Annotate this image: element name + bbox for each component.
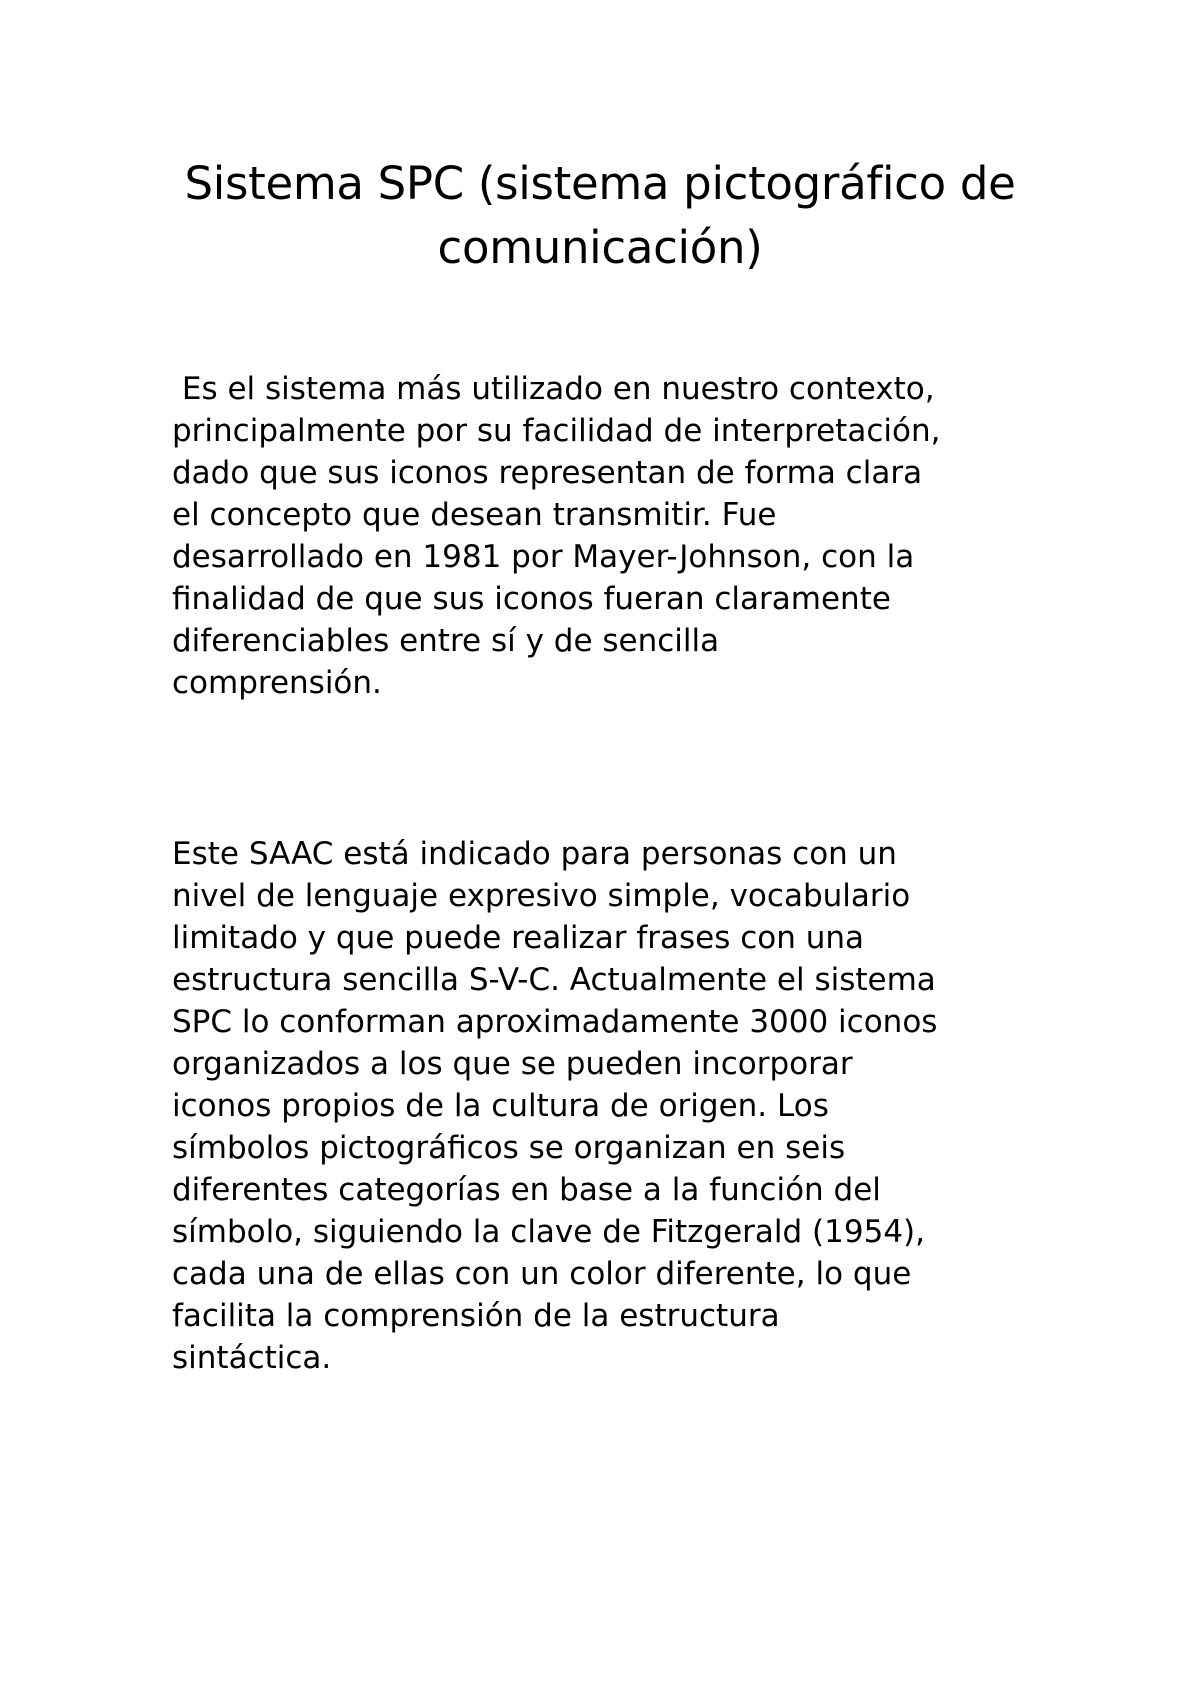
text-line: el concepto que desean transmitir. Fue: [172, 497, 777, 533]
text-line: SPC lo conforman aproximadamente 3000 iconos: [172, 1004, 938, 1040]
text-line: organizados a los que se pueden incorporar: [172, 1046, 853, 1082]
text-line: limitado y que puede realizar frases con una: [172, 920, 865, 956]
text-line: Es el sistema más utilizado en nuestro contexto,: [172, 371, 935, 407]
paragraph-intro: [172, 368, 1072, 704]
text-line: dado que sus iconos representan de forma clara: [172, 455, 923, 491]
title-line: comunicación): [437, 221, 763, 274]
text-line: nivel de lenguaje expresivo simple, vocabulario: [172, 878, 911, 914]
text-line: comprensión.: [172, 665, 382, 701]
text-line: símbolos pictográficos se organizan en seis: [172, 1130, 846, 1166]
text-line: desarrollado en 1981 por Mayer-Johnson, con la: [172, 539, 915, 575]
text-line: diferentes categorías en base a la función del: [172, 1172, 881, 1208]
paragraph-details: [172, 833, 1072, 1379]
text-line: sintáctica.: [172, 1340, 332, 1376]
text-line: iconos propios de la cultura de origen. Los: [172, 1088, 829, 1124]
text-line: símbolo, siguiendo la clave de Fitzgerald (1954),: [172, 1214, 925, 1250]
text-line: diferenciables entre sí y de sencilla: [172, 623, 720, 659]
text-line: estructura sencilla S-V-C. Actualmente el sistema: [172, 962, 936, 998]
text-line: cada una de ellas con un color diferente, lo que: [172, 1256, 912, 1292]
text-line: Este SAAC está indicado para personas con un: [172, 836, 897, 872]
text-line: principalmente por su facilidad de interpretación,: [172, 413, 941, 449]
text-line: finalidad de que sus iconos fueran claramente: [172, 581, 891, 617]
text-line: facilita la comprensión de la estructura: [172, 1298, 780, 1334]
page-title: [120, 152, 1080, 280]
title-line: Sistema SPC (sistema pictográfico de: [184, 157, 1016, 210]
